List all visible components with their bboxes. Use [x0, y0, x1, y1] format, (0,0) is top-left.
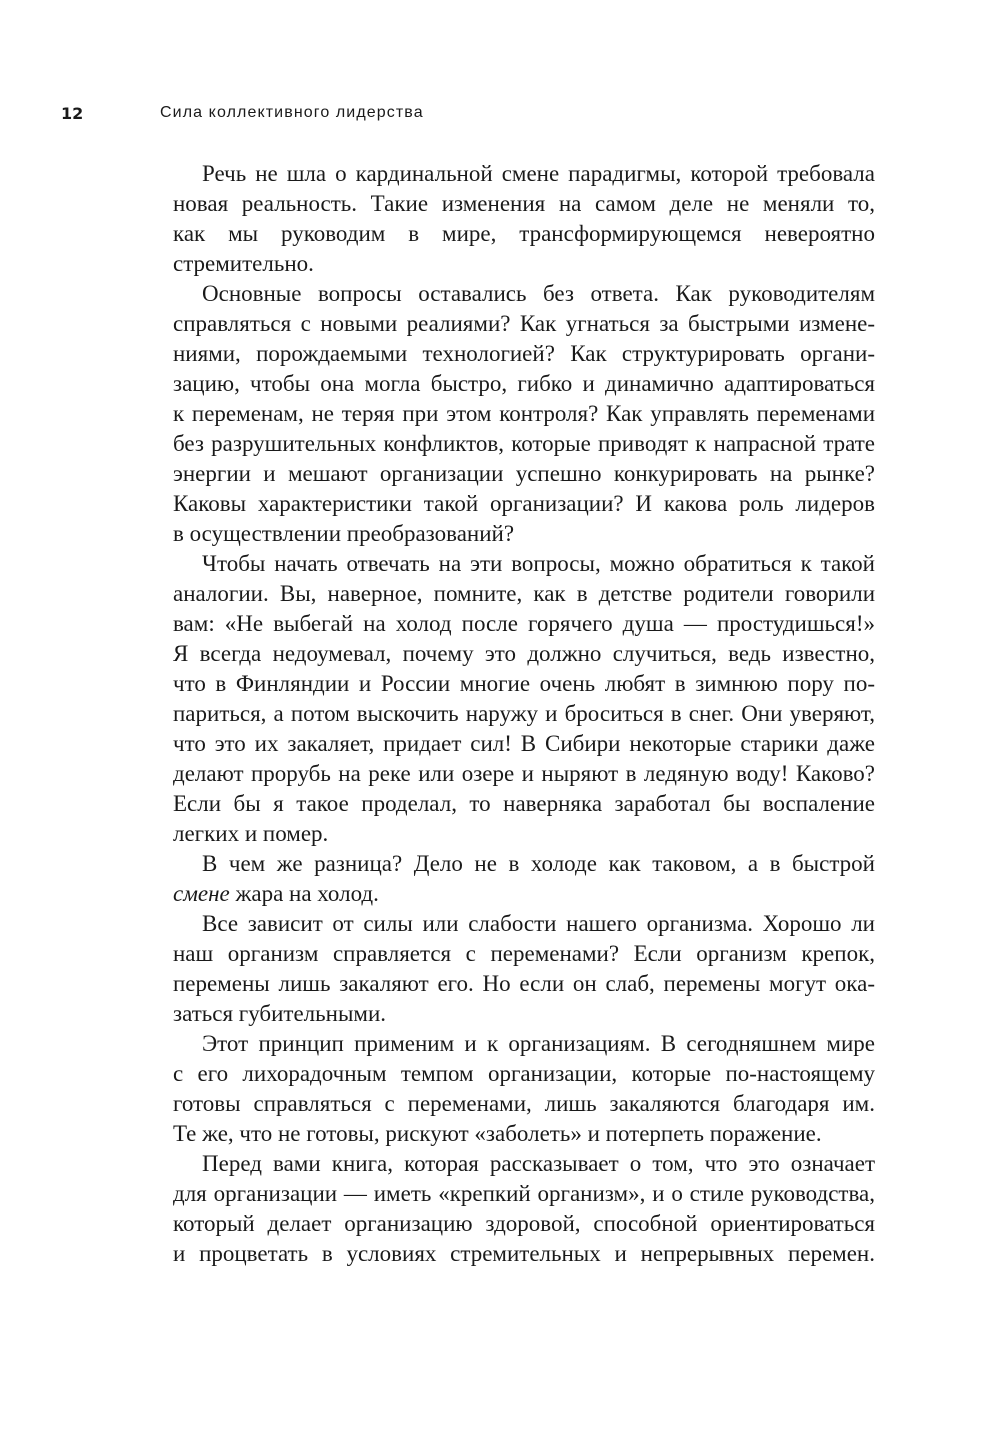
- text-line: Этот принцип применим и к организациям. В сегодняшнем мире: [202, 1031, 875, 1056]
- emphasized-word: смене: [173, 881, 230, 906]
- text-line: заться губительными.: [173, 1001, 387, 1026]
- text-fragment: жара на холод.: [229, 881, 379, 906]
- text-line: ниями, порождаемыми технологией? Как структурировать органи-: [173, 341, 875, 366]
- text-line: Если бы я такое проделал, то наверняка заработал бы воспаление: [173, 791, 875, 816]
- paragraph: [173, 279, 875, 549]
- text-line: Чтобы начать отвечать на эти вопросы, можно обратиться к такой: [202, 551, 875, 576]
- text-line: Те же, что не готовы, рискуют «заболеть» и потерпеть поражение.: [173, 1121, 822, 1146]
- text-line: к переменам, не теряя при этом контроля? Как управлять переменами: [173, 401, 875, 426]
- text-line: без разрушительных конфликтов, которые приводят к напрасной трате: [173, 431, 875, 456]
- paragraph: [173, 849, 875, 909]
- paragraph: [173, 909, 875, 1029]
- text-line: перемены лишь закаляют его. Но если он слаб, перемены могут ока-: [173, 971, 875, 996]
- text-line: Каковы характеристики такой организации? И какова роль лидеров: [173, 491, 875, 516]
- paragraph: [173, 1149, 875, 1269]
- paragraph: [173, 549, 875, 849]
- text-line: аналогии. Вы, наверное, помните, как в детстве родители говорили: [173, 581, 875, 606]
- text-line: в осуществлении преобразований?: [173, 521, 515, 546]
- text-line: вам: «Не выбегай на холод после горячего душа — простудишься!»: [173, 611, 875, 636]
- text-line: париться, а потом выскочить наружу и броситься в снег. Они уверяют,: [173, 701, 875, 726]
- text-line: который делает организацию здоровой, способной ориентироваться: [173, 1211, 875, 1236]
- paragraph: [173, 1029, 875, 1149]
- text-line: энергии и мешают организации успешно конкурировать на рынке?: [173, 461, 875, 486]
- text-line: В чем же разница? Дело не в холоде как таковом, а в быстрой: [202, 851, 875, 876]
- text-line: [173, 879, 875, 909]
- text-line: и процветать в условиях стремительных и непрерывных перемен.: [173, 1241, 875, 1266]
- text-line: как мы руководим в мире, трансформирующемся невероятно: [173, 221, 875, 246]
- body-text: [173, 159, 875, 1269]
- text-line: Все зависит от силы или слабости нашего организма. Хорошо ли: [202, 911, 875, 936]
- text-line: наш организм справляется с переменами? Если организм крепок,: [173, 941, 875, 966]
- text-line: что это их закаляет, придает сил! В Сибири некоторые старики даже: [173, 731, 875, 756]
- text-line: для организации — иметь «крепкий организм», и о стиле руководства,: [173, 1181, 875, 1206]
- text-line: Я всегда недоумевал, почему это должно случиться, ведь известно,: [173, 641, 875, 666]
- text-line: справляться с новыми реалиями? Как угнаться за быстрыми измене-: [173, 311, 875, 336]
- page-number: 12: [61, 104, 84, 123]
- text-line: делают прорубь на реке или озере и ныряют в ледяную воду! Каково?: [173, 761, 875, 786]
- text-line: Перед вами книга, которая рассказывает о том, что это означает: [202, 1151, 875, 1176]
- text-line: зацию, чтобы она могла быстро, гибко и динамично адаптироваться: [173, 371, 875, 396]
- text-line: новая реальность. Такие изменения на самом деле не меняли то,: [173, 191, 875, 216]
- text-line: стремительно.: [173, 251, 314, 276]
- paragraph: [173, 159, 875, 279]
- text-line: легких и помер.: [173, 821, 329, 846]
- text-line: Основные вопросы оставались без ответа. Как руководителям: [202, 281, 875, 306]
- text-line: Речь не шла о кардинальной смене парадигмы, которой требовала: [202, 161, 875, 186]
- text-line: что в Финляндии и России многие очень любят в зимнюю пору по-: [173, 671, 875, 696]
- running-title: Сила коллективного лидерства: [160, 104, 424, 121]
- text-line: готовы справляться с переменами, лишь закаляются благодаря им.: [173, 1091, 875, 1116]
- text-line: с его лихорадочным темпом организации, которые по-настоящему: [173, 1061, 875, 1086]
